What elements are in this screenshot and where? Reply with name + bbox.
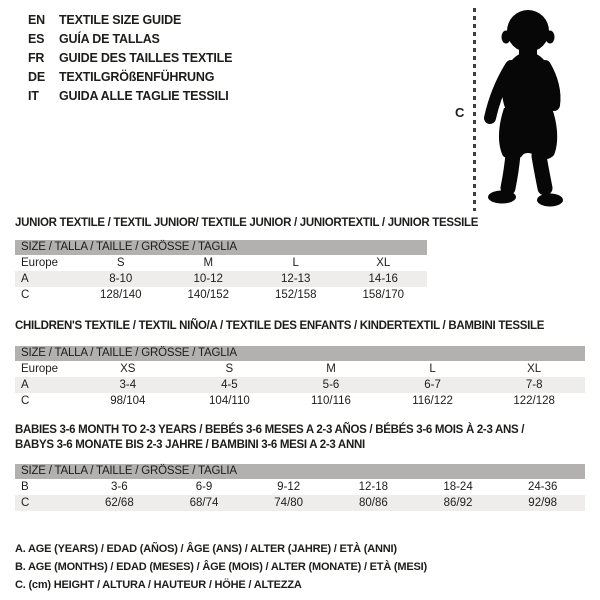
table-row: [15, 377, 585, 393]
size-cell: XS: [120, 363, 136, 375]
row-label: A: [21, 379, 29, 391]
language-code: EN: [28, 12, 45, 27]
size-cell: 8-10: [109, 273, 133, 285]
table-row: [15, 393, 585, 409]
language-row: [28, 29, 232, 48]
size-cell: M: [203, 257, 214, 269]
size-cell: 7-8: [525, 379, 543, 391]
measurement-legend: [15, 540, 427, 594]
size-cell: 62/68: [104, 497, 134, 509]
language-title: GUIDE DES TAILLES TEXTILE: [59, 50, 233, 65]
size-cell: 3-4: [119, 379, 137, 391]
size-cell: 80/86: [358, 497, 388, 509]
size-cell: S: [225, 363, 234, 375]
row-label: C: [21, 497, 30, 509]
section-junior-textile: [15, 216, 478, 303]
baby-silhouette-icon: [483, 8, 571, 208]
section-title: [15, 319, 585, 334]
size-cell: 92/98: [528, 497, 558, 509]
size-cell: 158/170: [362, 289, 405, 301]
size-table-junior: [15, 240, 427, 303]
height-measure-label: C: [455, 105, 465, 120]
size-cell: 12-18: [358, 481, 389, 493]
language-row: [28, 67, 232, 86]
language-code: FR: [28, 50, 45, 65]
table-row: [15, 271, 427, 287]
size-cell: 14-16: [368, 273, 398, 285]
size-cell: 152/158: [274, 289, 317, 301]
size-cell: 6-9: [195, 481, 213, 493]
language-code: IT: [28, 88, 39, 103]
size-cell: 104/110: [209, 395, 250, 407]
language-title: TEXTILGRÖßENFÜHRUNG: [59, 69, 215, 84]
size-cell: XL: [527, 363, 542, 375]
table-row: [15, 479, 585, 495]
section-title-line: BABIES 3-6 MONTH TO 2-3 YEARS / BEBÉS 3-6 MESES A 2-3 AÑOS / BÉBÉS 3-6 MOIS À 2-3 ANS /: [15, 424, 525, 436]
section-title-line: JUNIOR TEXTILE / TEXTIL JUNIOR/ TEXTILE JUNIOR / JUNIORTEXTIL / JUNIOR TESSILE: [15, 217, 479, 229]
row-label: A: [21, 273, 29, 285]
size-cell: 140/152: [187, 289, 230, 301]
size-cell: 128/140: [99, 289, 142, 301]
table-row: [15, 287, 427, 303]
section-title-line: CHILDREN'S TEXTILE / TEXTIL NIÑO/A / TEXTILE DES ENFANTS / KINDERTEXTIL / BAMBINI TESSILE: [15, 320, 545, 332]
language-row: [28, 48, 232, 67]
section-title: [15, 423, 585, 453]
footnote-line: C. (cm) HEIGHT / ALTURA / HAUTEUR / HÖHE / ALTEZZA: [15, 579, 302, 591]
language-code: DE: [28, 69, 45, 84]
language-title: GUIDA ALLE TAGLIE TESSILI: [59, 88, 229, 103]
language-row: [28, 86, 232, 105]
size-cell: 86/92: [443, 497, 473, 509]
row-label: C: [21, 395, 30, 407]
section-title-line: BABYS 3-6 MONATE BIS 2-3 JAHRE / BAMBINI 3-6 MESI A 2-3 ANNI: [15, 439, 365, 451]
footnote-line: A. AGE (YEARS) / EDAD (AÑOS) / ÂGE (ANS) / ALTER (JAHRE) / ETÀ (ANNI): [15, 543, 397, 555]
table-header: SIZE / TALLA / TAILLE / GRÖSSE / TAGLIA: [15, 240, 427, 255]
table-header: SIZE / TALLA / TAILLE / GRÖSSE / TAGLIA: [15, 464, 585, 479]
size-cell: 122/128: [513, 395, 555, 407]
size-cell: 68/74: [189, 497, 219, 509]
row-label: Europe: [21, 257, 59, 269]
size-cell: 3-6: [111, 481, 128, 493]
size-cell: L: [292, 257, 299, 269]
size-cell: 98/104: [110, 395, 146, 407]
table-row: [15, 495, 585, 511]
language-row: [28, 10, 232, 29]
size-cell: S: [116, 257, 125, 269]
table-header: SIZE / TALLA / TAILLE / GRÖSSE / TAGLIA: [15, 346, 585, 361]
size-cell: 74/80: [274, 497, 304, 509]
size-table-babies: [15, 464, 585, 511]
language-code: ES: [28, 31, 45, 46]
size-cell: 110/116: [311, 395, 351, 407]
language-title: TEXTILE SIZE GUIDE: [59, 12, 182, 27]
size-cell: 9-12: [277, 481, 301, 493]
height-measure-line: [473, 8, 476, 211]
section-title: [15, 216, 478, 231]
footnote-line: B. AGE (MONTHS) / EDAD (MESES) / ÂGE (MOIS) / ALTER (MONATE) / ETÀ (MESI): [15, 561, 427, 573]
size-cell: 10-12: [193, 273, 223, 285]
section-childrens-textile: [15, 319, 585, 409]
row-label: C: [21, 289, 30, 301]
size-cell: 5-6: [322, 379, 340, 391]
size-cell: L: [429, 363, 436, 375]
size-cell: 18-24: [443, 481, 473, 493]
size-cell: XL: [376, 257, 391, 269]
size-cell: 4-5: [221, 379, 238, 391]
table-row: [15, 361, 585, 377]
size-cell: 6-7: [424, 379, 441, 391]
size-cell: 116/122: [412, 395, 453, 407]
row-label: Europe: [21, 363, 59, 375]
language-title-list: [28, 10, 232, 105]
size-cell: M: [326, 363, 336, 375]
table-row: [15, 255, 427, 271]
size-cell: 12-13: [281, 273, 311, 285]
language-title: GUÍA DE TALLAS: [59, 31, 160, 46]
size-table-children: [15, 346, 585, 409]
row-label: B: [21, 481, 29, 493]
size-cell: 24-36: [527, 481, 558, 493]
section-babies-textile: [15, 423, 585, 511]
